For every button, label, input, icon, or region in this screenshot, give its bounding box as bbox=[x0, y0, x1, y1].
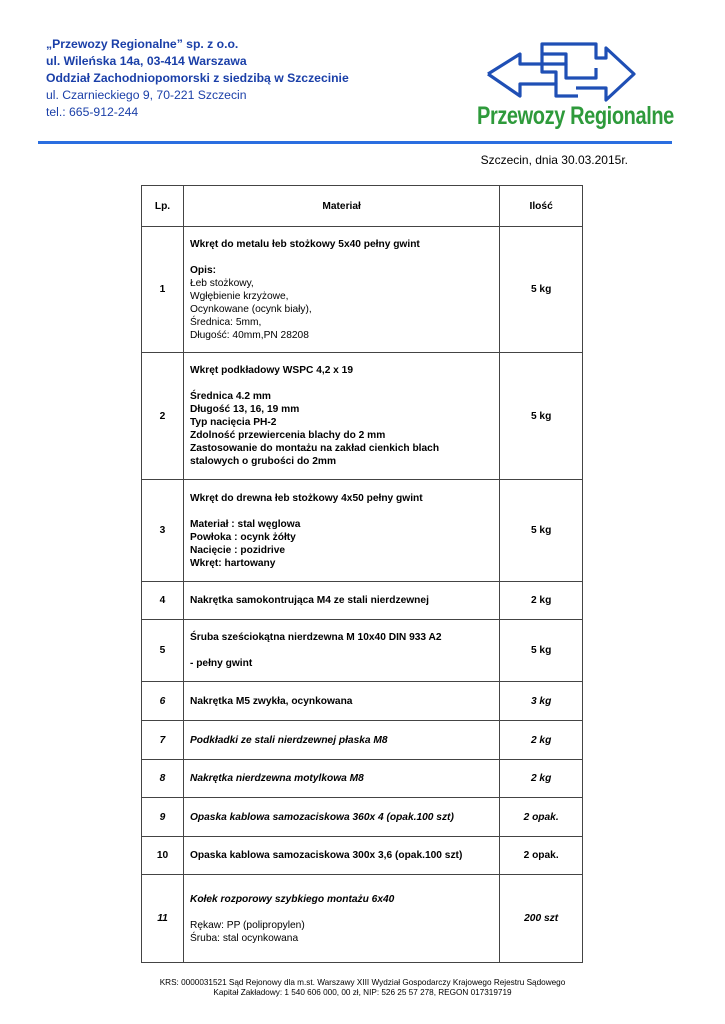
row-detail: Zastosowanie do montażu na zakład cienkich blach bbox=[189, 443, 440, 454]
row-detail: Powłoka : ocynk żółty bbox=[189, 531, 296, 543]
row-lp: 7 bbox=[142, 721, 184, 760]
row-detail: - pełny gwint bbox=[189, 658, 253, 669]
row-detail: Typ nacięcia PH-2 bbox=[189, 417, 277, 428]
arrows-logo-icon bbox=[456, 38, 666, 102]
row-lp: 2 bbox=[142, 353, 184, 480]
row-detail: Ocynkowane (ocynk biały), bbox=[189, 303, 312, 315]
row-detail: Zdolność przewiercenia blachy do 2 mm bbox=[189, 430, 386, 441]
row-lp: 8 bbox=[142, 760, 184, 798]
row-qty: 5 kg bbox=[500, 353, 583, 480]
table-header-row bbox=[142, 186, 583, 227]
logo-wordmark: Przewozy Regionalne bbox=[477, 102, 674, 130]
company-header bbox=[46, 36, 446, 121]
table-row bbox=[142, 682, 583, 721]
document-date: Szczecin, dnia 30.03.2015r. bbox=[480, 153, 628, 167]
company-logo bbox=[456, 38, 674, 134]
table-row bbox=[142, 227, 583, 353]
row-lp: 4 bbox=[142, 582, 184, 620]
row-title: Nakrętka M5 zwykła, ocynkowana bbox=[189, 695, 353, 707]
header-qty: Ilość bbox=[500, 186, 583, 227]
row-lp: 6 bbox=[142, 682, 184, 721]
row-title: Wkręt do metalu łeb stożkowy 5x40 pełny gwint bbox=[189, 238, 420, 250]
row-material bbox=[183, 798, 499, 837]
table-row bbox=[142, 837, 583, 875]
row-title: Nakrętka nierdzewna motylkowa M8 bbox=[189, 773, 364, 784]
row-qty: 5 kg bbox=[500, 620, 583, 682]
row-detail: Długość: 40mm,PN 28208 bbox=[189, 329, 309, 341]
table-row bbox=[142, 480, 583, 582]
row-detail: Wgłębienie krzyżowe, bbox=[189, 290, 289, 302]
table-row bbox=[142, 875, 583, 963]
materials-table bbox=[141, 185, 583, 963]
row-lp: 3 bbox=[142, 480, 184, 582]
row-qty: 5 kg bbox=[500, 227, 583, 353]
row-title: Kołek rozporowy szybkiego montażu 6x40 bbox=[189, 893, 395, 905]
row-lp: 5 bbox=[142, 620, 184, 682]
row-detail: Łeb stożkowy, bbox=[189, 277, 254, 289]
row-material bbox=[183, 721, 499, 760]
row-title: Nakrętka samokontrująca M4 ze stali nierdzewnej bbox=[189, 595, 429, 606]
row-detail: Materiał : stal węglowa bbox=[189, 518, 301, 530]
row-qty: 2 opak. bbox=[500, 837, 583, 875]
table-row bbox=[142, 798, 583, 837]
row-title: Opaska kablowa samozaciskowa 360x 4 (opak.100 szt) bbox=[189, 811, 454, 823]
header-lp: Lp. bbox=[142, 186, 184, 227]
row-lp: 10 bbox=[142, 837, 184, 875]
row-lp: 11 bbox=[142, 875, 184, 963]
row-qty: 2 opak. bbox=[500, 798, 583, 837]
row-qty: 3 kg bbox=[500, 682, 583, 721]
table-row bbox=[142, 582, 583, 620]
row-lp: 1 bbox=[142, 227, 184, 353]
table-row bbox=[142, 620, 583, 682]
row-subtitle: Opis: bbox=[189, 264, 217, 276]
row-material bbox=[183, 620, 499, 682]
row-detail: Wkręt: hartowany bbox=[189, 557, 276, 569]
row-title: Wkręt podkładowy WSPC 4,2 x 19 bbox=[189, 365, 354, 376]
footer-capital: Kapitał Zakładowy: 1 540 606 000, 00 zł, NIP: 526 25 57 278, REGON 017319719 bbox=[213, 988, 512, 997]
row-material bbox=[183, 875, 499, 963]
row-detail: Długość 13, 16, 19 mm bbox=[189, 404, 300, 415]
row-qty: 2 kg bbox=[500, 721, 583, 760]
row-title: Wkręt do drewna łeb stożkowy 4x50 pełny gwint bbox=[189, 492, 423, 504]
row-material bbox=[183, 480, 499, 582]
company-phone: tel.: 665-912-244 bbox=[46, 105, 139, 119]
row-detail: Nacięcie : pozidrive bbox=[189, 544, 286, 556]
row-qty: 200 szt bbox=[500, 875, 583, 963]
row-title: Podkładki ze stali nierdzewnej płaska M8 bbox=[189, 734, 388, 746]
row-detail: Rękaw: PP (polipropylen) bbox=[189, 919, 305, 931]
branch-address: ul. Czarnieckiego 9, 70-221 Szczecin bbox=[46, 88, 247, 102]
row-material bbox=[183, 227, 499, 353]
row-material bbox=[183, 837, 499, 875]
row-detail: Średnica: 5mm, bbox=[189, 316, 262, 328]
row-detail: Średnica 4.2 mm bbox=[189, 391, 271, 402]
row-qty: 2 kg bbox=[500, 582, 583, 620]
company-name: „Przewozy Regionalne” sp. z o.o. bbox=[46, 37, 239, 51]
page-footer bbox=[0, 978, 725, 998]
row-lp: 9 bbox=[142, 798, 184, 837]
row-material bbox=[183, 582, 499, 620]
header-divider bbox=[38, 141, 672, 144]
header-material: Materiał bbox=[183, 186, 499, 227]
footer-registry: KRS: 0000031521 Sąd Rejonowy dla m.st. Warszawy XIII Wydział Gospodarczy Krajowego Rejestru Sądowego bbox=[159, 978, 566, 987]
row-material bbox=[183, 353, 499, 480]
row-material bbox=[183, 760, 499, 798]
row-detail: stalowych o grubości do 2mm bbox=[189, 456, 337, 467]
row-detail: Śruba: stal ocynkowana bbox=[189, 932, 299, 944]
table-row bbox=[142, 353, 583, 480]
row-qty: 5 kg bbox=[500, 480, 583, 582]
row-material bbox=[183, 682, 499, 721]
row-title: Śruba sześciokątna nierdzewna M 10x40 DIN 933 A2 bbox=[189, 632, 442, 643]
company-address: ul. Wileńska 14a, 03-414 Warszawa bbox=[46, 54, 247, 68]
row-title: Opaska kablowa samozaciskowa 300x 3,6 (opak.100 szt) bbox=[189, 850, 463, 861]
branch-name: Oddział Zachodniopomorski z siedzibą w Szczecinie bbox=[46, 71, 349, 85]
row-qty: 2 kg bbox=[500, 760, 583, 798]
table-row bbox=[142, 721, 583, 760]
table-row bbox=[142, 760, 583, 798]
